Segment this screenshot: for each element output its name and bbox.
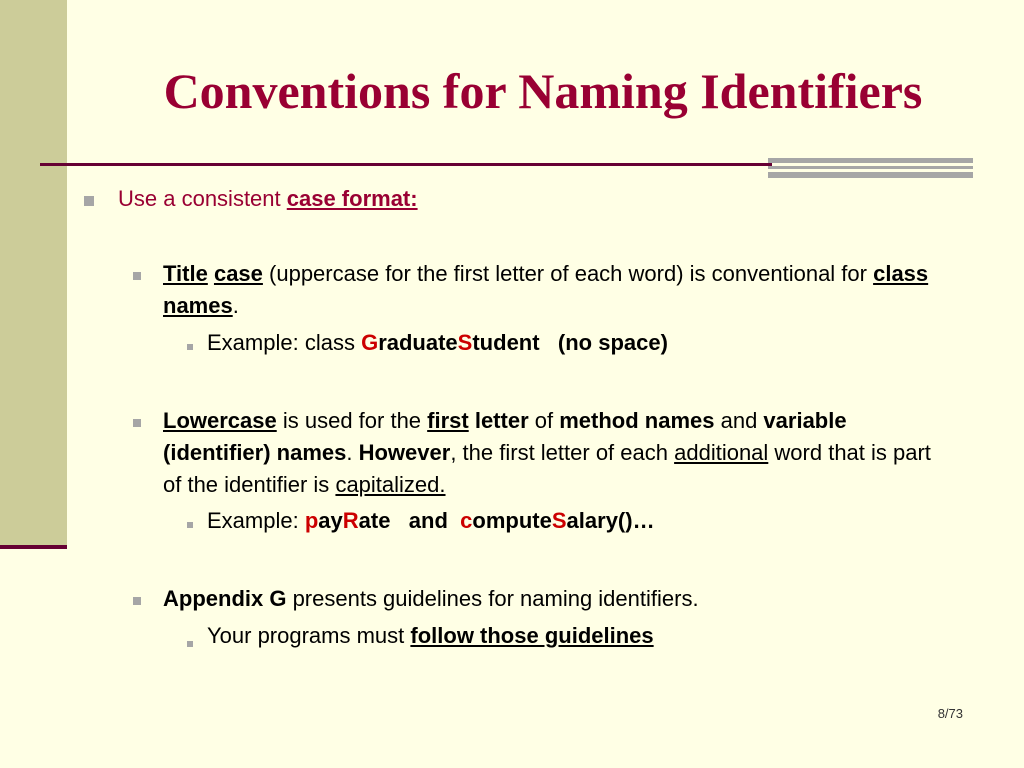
bullet-title-case: Title case (uppercase for the first letter of each word) is conventional for class names. (163, 261, 929, 318)
bullet-square-icon (133, 597, 141, 605)
example-class-name: Example: class GraduateStudent (no space) (207, 330, 668, 355)
page-number: 8/73 (937, 706, 963, 721)
bullet-appendix-g: Appendix G presents guidelines for naming identifiers. (163, 586, 699, 611)
bullet-square-icon (187, 641, 193, 647)
bullet-square-icon (84, 196, 94, 206)
bullet-square-icon (187, 344, 193, 350)
bullet-follow-guidelines: Your programs must follow those guidelines (207, 623, 654, 648)
bullet-square-icon (133, 419, 141, 427)
slide-title: Conventions for Naming Identifiers (163, 63, 923, 119)
bullet-square-icon (187, 522, 193, 528)
bullet-lowercase: Lowercase is used for the first letter of method names and variable (identifier) names. However, the first letter of each additional word that is part of the identifier is capitalized. (163, 408, 931, 497)
example-method-names: Example: payRate and computeSalary()… (207, 508, 655, 533)
bullet-square-icon (133, 272, 141, 280)
bullet-case-format: Use a consistent case format: (118, 186, 418, 211)
